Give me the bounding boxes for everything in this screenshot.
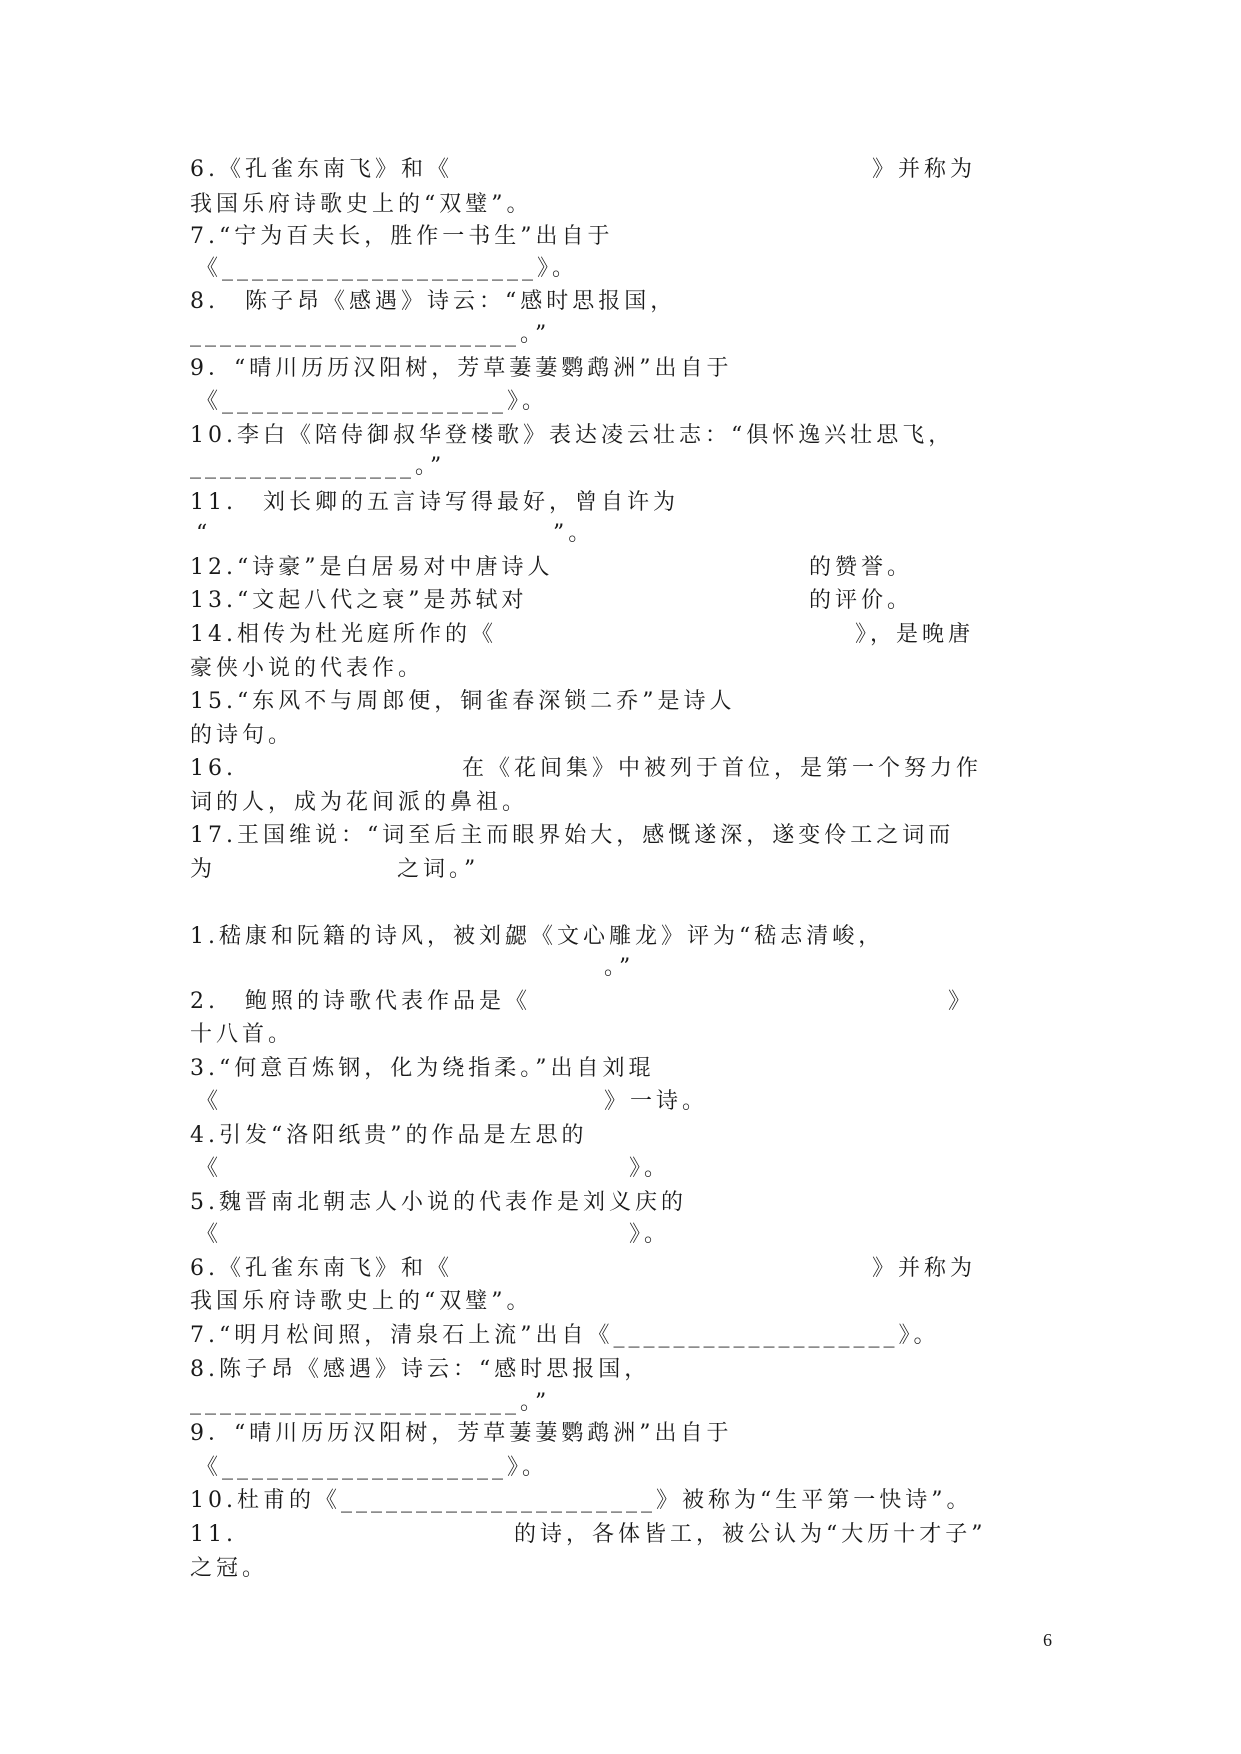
- s1-q6-prompt-tail: 》并称为: [872, 157, 977, 182]
- s2-q5-prompt: 5.魏晋南北朝志人小说的代表作是刘义庆的: [190, 1190, 687, 1215]
- s1-q14-prompt-tail: 》，是晚唐: [855, 622, 975, 647]
- s2-q4-prompt: 4.引发“洛阳纸贵”的作品是左思的: [190, 1123, 588, 1148]
- s2-q2-prompt: 2. 鲍照的诗歌代表作品是《: [190, 989, 531, 1014]
- s1-q8-prompt: 8. 陈子昂《感遇》诗云：“感时思报国，: [190, 289, 677, 314]
- s2-q5-open-bracket: 《: [196, 1222, 223, 1247]
- s2-q11-continuation: 之冠。: [190, 1556, 269, 1581]
- s1-q17-prompt: 17.王国维说：“词至后主而眼界始大，感慨遂深，遂变伶工之词而: [190, 823, 955, 848]
- s2-q1-close-quote: 。”: [604, 955, 635, 980]
- s1-q9-prompt: 9．“晴川历历汉阳树，芳草萋萋鹦鹉洲”出自于: [190, 356, 733, 381]
- s1-q17-continuation-tail: 之词。”: [397, 857, 480, 882]
- s1-q16-number: 16.: [190, 756, 237, 781]
- page-number: 6: [1043, 1630, 1052, 1650]
- s1-q11-close-quote: ”。: [553, 521, 595, 546]
- s2-q3-close-bracket: 》一诗。: [604, 1089, 709, 1114]
- s1-q11-open-quote: “: [196, 521, 212, 546]
- s2-q10-prompt: 10.杜甫的《_____________________》被称为“生平第一快诗”。: [190, 1488, 973, 1513]
- s1-q8-blank: ______________________。”: [190, 322, 551, 347]
- s1-q7-blank: 《_____________________》。: [196, 256, 579, 281]
- s2-q1-prompt: 1.嵇康和阮籍的诗风，被刘勰《文心雕龙》评为“嵇志清峻，: [190, 924, 885, 949]
- s2-q6-continuation: 我国乐府诗歌史上的“双璧”。: [190, 1289, 533, 1314]
- s2-q6-prompt-tail: 》并称为: [872, 1256, 977, 1281]
- s2-q9-blank: 《___________________》。: [196, 1455, 549, 1480]
- s2-q4-close-bracket: 》。: [629, 1156, 671, 1181]
- s2-q3-prompt: 3.“何意百炼钢，化为绕指柔。”出自刘琨: [190, 1056, 655, 1081]
- s1-q12-prompt-tail: 的赞誉。: [809, 555, 914, 580]
- s1-q7-prompt: 7.“宁为百夫长，胜作一书生”出自于: [190, 224, 614, 249]
- s1-q13-prompt: 13.“文起八代之衰”是苏轼对: [190, 588, 528, 613]
- s1-q13-prompt-tail: 的评价。: [809, 588, 914, 613]
- s2-q4-open-bracket: 《: [196, 1156, 223, 1181]
- s2-q5-close-bracket: 》。: [629, 1222, 671, 1247]
- s1-q14-continuation: 豪侠小说的代表作。: [190, 656, 425, 681]
- s2-q8-prompt: 8.陈子昂《感遇》诗云：“感时思报国，: [190, 1357, 651, 1382]
- s1-q12-prompt: 12.“诗豪”是白居易对中唐诗人: [190, 555, 554, 580]
- s2-q11-number: 11.: [190, 1522, 237, 1547]
- s1-q6-prompt: 6.《孔雀东南飞》和《: [190, 157, 453, 182]
- s1-q15-prompt: 15.“东风不与周郎便，铜雀春深锁二乔”是诗人: [190, 689, 736, 714]
- s1-q10-blank: _______________。”: [190, 454, 446, 479]
- s2-q6-prompt: 6.《孔雀东南飞》和《: [190, 1256, 453, 1281]
- s2-q2-continuation: 十八首。: [190, 1022, 295, 1047]
- s1-q10-prompt: 10.李白《陪侍御叔华登楼歌》表达凌云壮志：“俱怀逸兴壮思飞，: [190, 423, 955, 448]
- s2-q3-open-bracket: 《: [196, 1089, 223, 1114]
- s1-q6-continuation: 我国乐府诗歌史上的“双璧”。: [190, 192, 533, 217]
- s2-q2-prompt-tail: 》: [948, 989, 975, 1014]
- s2-q11-prompt: 的诗，各体皆工，被公认为“大历十才子”: [514, 1522, 987, 1547]
- s1-q11-prompt: 11. 刘长卿的五言诗写得最好，曾自许为: [190, 490, 679, 515]
- s1-q14-prompt: 14.相传为杜光庭所作的《: [190, 622, 497, 647]
- s2-q8-blank: ______________________。”: [190, 1390, 551, 1415]
- s1-q15-continuation: 的诗句。: [190, 723, 295, 748]
- s1-q9-blank: 《___________________》。: [196, 389, 549, 414]
- s1-q16-continuation: 词的人，成为花间派的鼻祖。: [190, 790, 529, 815]
- s1-q16-prompt: 在《花间集》中被列于首位，是第一个努力作: [462, 756, 983, 781]
- s2-q9-prompt: 9．“晴川历历汉阳树，芳草萋萋鹦鹉洲”出自于: [190, 1421, 733, 1446]
- s2-q7-prompt: 7.“明月松间照，清泉石上流”出自《___________________》。: [190, 1323, 940, 1348]
- s1-q17-continuation: 为: [190, 857, 217, 882]
